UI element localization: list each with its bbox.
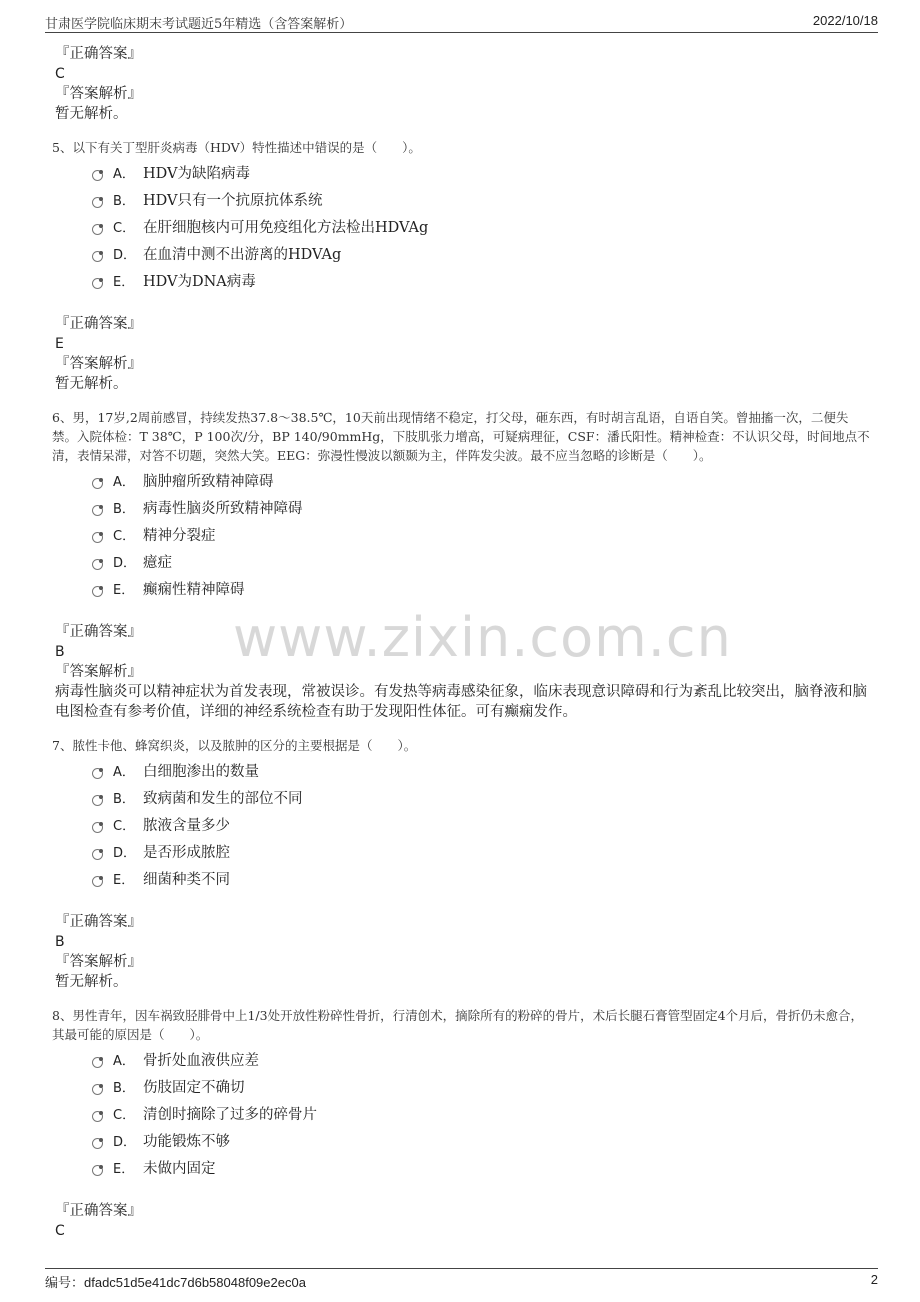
radio-icon[interactable] — [92, 1057, 103, 1068]
option-item[interactable] — [92, 521, 872, 548]
option-item[interactable] — [92, 1073, 872, 1100]
question-block — [52, 138, 872, 394]
document-code: 编号：dfadc51d5e41dc7d6b58048f09e2ec0a — [45, 1275, 306, 1290]
question-text: 6、男，17岁,2周前感冒，持续发热37.8～38.5℃，10天前出现情绪不稳定，打父母，砸东西，有时胡言乱语，自语自笑。曾抽搐一次，二便失禁。入院体检：T 38℃，P 100次/分，BP 140/90mmHg，下肢肌张力增高，可疑病理征，CSF：潘氏阳性。精神检查：不认识父母，时间地点不清，表情呆滞，对答不切题，突然大笑。EEG：弥漫性慢波以额颞为主，伴阵发尖波。最不应当忽略的诊断是（ ）。 — [52, 410, 870, 463]
document-date: 2022/10/18 — [812, 13, 878, 28]
answer-value: B — [55, 644, 65, 660]
option-text: 细菌种类不同 — [143, 872, 230, 888]
option-item[interactable] — [92, 267, 872, 294]
option-item[interactable] — [92, 784, 872, 811]
answer-block — [52, 44, 872, 124]
answer-label: 『正确答案』 — [55, 316, 142, 332]
answer-label: 『正确答案』 — [55, 914, 142, 930]
option-letter: B． — [113, 792, 135, 807]
option-item[interactable] — [92, 1100, 872, 1127]
option-text: 脑肿瘤所致精神障碍 — [143, 474, 274, 490]
analysis-text: 病毒性脑炎可以精神症状为首发表现，常被误诊。有发热等病毒感染征象，临床表现意识障碍和行为紊乱比较突出，脑脊液和脑电图检查有参考价值，详细的神经系统检查有助于发现阳性体征。可有癫痫发作。 — [55, 684, 867, 720]
answer-value: C — [55, 1223, 65, 1239]
option-text: HDV为DNA病毒 — [143, 274, 256, 290]
option-text: 病毒性脑炎所致精神障碍 — [143, 501, 303, 517]
option-text: 白细胞渗出的数量 — [143, 764, 259, 780]
option-text: HDV为缺陷病毒 — [143, 166, 250, 182]
option-text: 癔症 — [143, 555, 172, 571]
radio-icon[interactable] — [92, 1138, 103, 1149]
radio-icon[interactable] — [92, 876, 103, 887]
option-text: 在肝细胞核内可用免疫组化方法检出HDVAg — [143, 220, 429, 236]
option-letter: A． — [113, 167, 135, 182]
option-letter: E． — [113, 275, 135, 290]
radio-icon[interactable] — [92, 505, 103, 516]
option-letter: A． — [113, 475, 135, 490]
option-letter: E． — [113, 1162, 135, 1177]
question-text: 7、脓性卡他、蜂窝织炎，以及脓肿的区分的主要根据是（ ）。 — [52, 738, 417, 753]
option-item[interactable] — [92, 240, 872, 267]
option-letter: C． — [113, 1108, 136, 1123]
watermark: www.zixin.com.cn — [233, 606, 732, 669]
question-block — [52, 408, 872, 722]
option-item[interactable] — [92, 757, 872, 784]
option-text: 骨折处血液供应差 — [143, 1053, 259, 1069]
radio-icon[interactable] — [92, 532, 103, 543]
option-letter: C． — [113, 221, 136, 236]
analysis-text: 暂无解析。 — [55, 376, 128, 392]
option-item[interactable] — [92, 1046, 872, 1073]
radio-icon[interactable] — [92, 224, 103, 235]
option-list — [92, 159, 872, 294]
option-item[interactable] — [92, 1127, 872, 1154]
radio-icon[interactable] — [92, 1084, 103, 1095]
option-list — [92, 757, 872, 892]
radio-icon[interactable] — [92, 278, 103, 289]
option-item[interactable] — [92, 838, 872, 865]
radio-icon[interactable] — [92, 849, 103, 860]
analysis-label: 『答案解析』 — [55, 664, 142, 680]
option-text: HDV只有一个抗原抗体系统 — [143, 193, 323, 209]
radio-icon[interactable] — [92, 1111, 103, 1122]
option-text: 脓液含量多少 — [143, 818, 230, 834]
radio-icon[interactable] — [92, 478, 103, 489]
answer-label: 『正确答案』 — [55, 624, 142, 640]
document-title: 甘肃医学院临床期末考试题近5年精选（含答案解析） — [45, 17, 353, 32]
answer-label: 『正确答案』 — [55, 1203, 142, 1219]
question-block — [52, 736, 872, 992]
radio-icon[interactable] — [92, 586, 103, 597]
question-block — [52, 1006, 872, 1241]
option-text: 癫痫性精神障碍 — [143, 582, 245, 598]
option-list — [92, 467, 872, 602]
option-item[interactable] — [92, 865, 872, 892]
radio-icon[interactable] — [92, 1165, 103, 1176]
question-text: 5、以下有关丁型肝炎病毒（HDV）特性描述中错误的是（ ）。 — [52, 140, 421, 155]
option-item[interactable] — [92, 575, 872, 602]
option-item[interactable] — [92, 811, 872, 838]
option-letter: D． — [113, 248, 137, 263]
option-letter: C． — [113, 819, 136, 834]
option-text: 精神分裂症 — [143, 528, 216, 544]
option-text: 伤肢固定不确切 — [143, 1080, 245, 1096]
page-footer — [45, 1268, 878, 1289]
option-letter: C． — [113, 529, 136, 544]
option-item[interactable] — [92, 467, 872, 494]
option-letter: A． — [113, 765, 135, 780]
option-text: 未做内固定 — [143, 1161, 216, 1177]
option-text: 致病菌和发生的部位不同 — [143, 791, 303, 807]
question-text: 8、男性青年，因车祸致胫腓骨中上1/3处开放性粉碎性骨折，行清创术，摘除所有的粉碎的骨片，术后长腿石膏管型固定4个月后，骨折仍未愈合，其最可能的原因是（ ）。 — [52, 1008, 864, 1042]
option-text: 清创时摘除了过多的碎骨片 — [143, 1107, 317, 1123]
option-letter: D． — [113, 846, 137, 861]
option-item[interactable] — [92, 159, 872, 186]
option-item[interactable] — [92, 494, 872, 521]
option-letter: E． — [113, 873, 135, 888]
page-content — [52, 44, 872, 1241]
option-item[interactable] — [92, 548, 872, 575]
option-item[interactable] — [92, 1154, 872, 1181]
radio-icon[interactable] — [92, 822, 103, 833]
radio-icon[interactable] — [92, 768, 103, 779]
option-letter: B． — [113, 194, 135, 209]
option-text: 是否形成脓腔 — [143, 845, 230, 861]
answer-value: B — [55, 934, 65, 950]
option-letter: B． — [113, 502, 135, 517]
page-number: 2 — [870, 1272, 878, 1287]
radio-icon[interactable] — [92, 170, 103, 181]
option-item[interactable] — [92, 186, 872, 213]
option-text: 功能锻炼不够 — [143, 1134, 230, 1150]
option-item[interactable] — [92, 213, 872, 240]
answer-label: 『正确答案』 — [55, 46, 142, 62]
analysis-label: 『答案解析』 — [55, 356, 142, 372]
analysis-label: 『答案解析』 — [55, 954, 142, 970]
radio-icon[interactable] — [92, 795, 103, 806]
option-letter: B． — [113, 1081, 135, 1096]
analysis-text: 暂无解析。 — [55, 974, 128, 990]
answer-value: E — [55, 336, 64, 352]
option-letter: D． — [113, 556, 137, 571]
analysis-label: 『答案解析』 — [55, 86, 142, 102]
radio-icon[interactable] — [92, 197, 103, 208]
option-list — [92, 1046, 872, 1181]
option-letter: A． — [113, 1054, 135, 1069]
option-letter: D． — [113, 1135, 137, 1150]
radio-icon[interactable] — [92, 251, 103, 262]
radio-icon[interactable] — [92, 559, 103, 570]
option-letter: E． — [113, 583, 135, 598]
option-text: 在血清中测不出游离的HDVAg — [143, 247, 342, 263]
analysis-text: 暂无解析。 — [55, 106, 128, 122]
page-header — [45, 12, 878, 33]
answer-value: C — [55, 66, 65, 82]
